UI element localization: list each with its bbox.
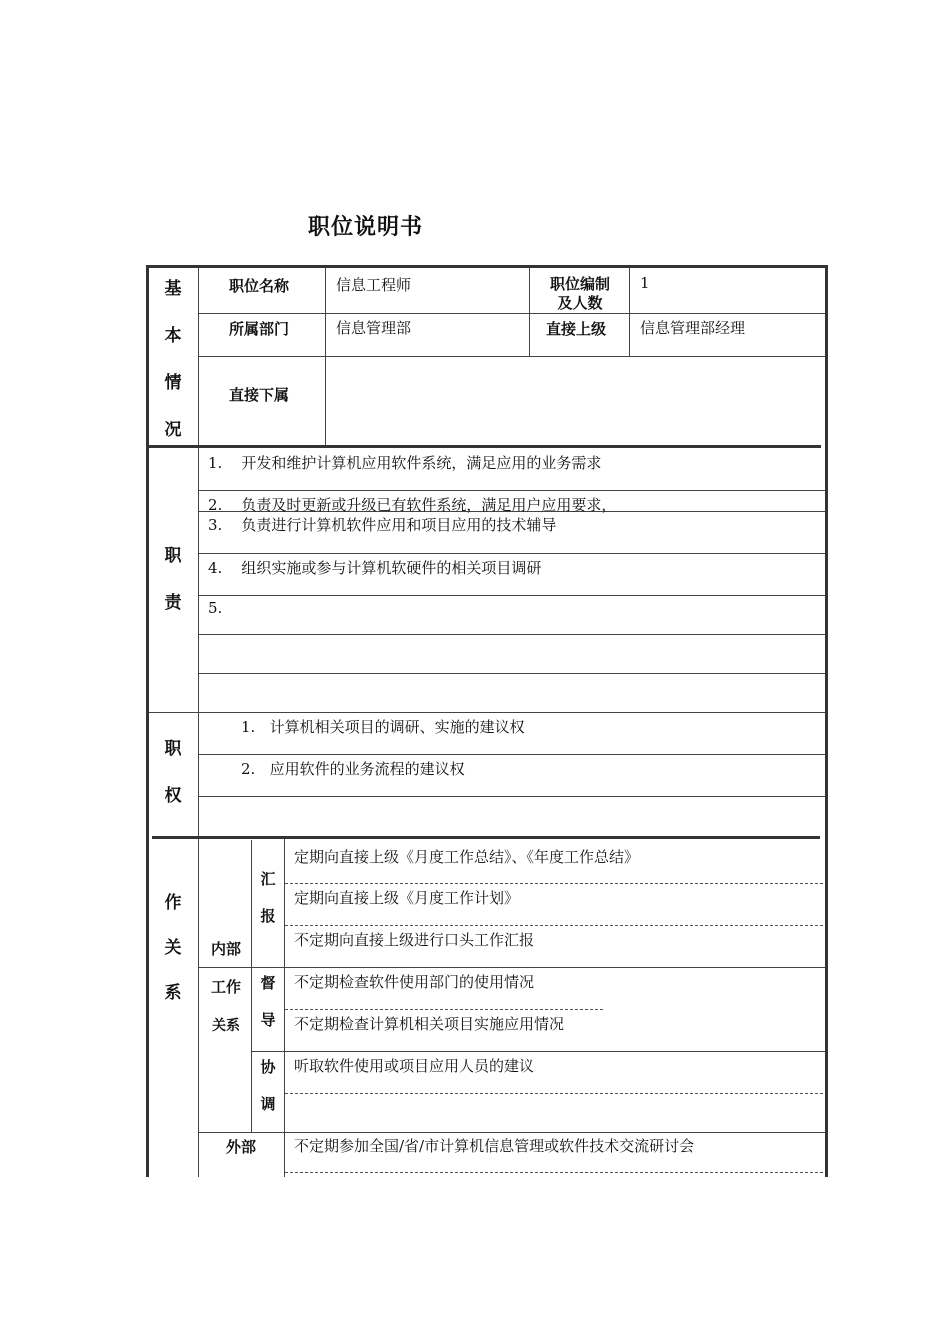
basic-col-divider-1 (325, 268, 326, 446)
authority-item-1: 1. 计算机相关项目的调研、实施的建议权 (241, 718, 525, 736)
section-divider-duties (149, 445, 821, 448)
external-row-line (285, 1172, 823, 1173)
basic-section-label: 基 本 情 况 (164, 279, 182, 440)
duty-item-1: 1. 开发和维护计算机应用软件系统，满足应用的业务需求 (208, 454, 602, 472)
duty-row-line-6 (198, 673, 825, 674)
external-item-1: 不定期参加全国/省/市计算机信息管理或软件技术交流研讨会 (294, 1137, 695, 1155)
duty-row-line-1 (198, 490, 825, 491)
duty-row-line-4 (198, 595, 825, 596)
relation-text-divider (284, 836, 285, 1177)
duty-row-line-3 (198, 553, 825, 554)
authority-section-label: 职 权 (164, 739, 182, 806)
duty-item-5: 5. (208, 599, 223, 617)
authority-row-line-1 (198, 754, 825, 755)
section-divider-relations (152, 836, 820, 839)
duty-item-2: 2. 负责及时更新或升级已有软件系统，满足用户应用要求， (208, 496, 617, 514)
external-relations-label: 外部 (226, 1138, 257, 1156)
basic-row-line-1 (198, 313, 825, 314)
authority-item-2: 2. 应用软件的业务流程的建议权 (241, 760, 465, 778)
duty-row-line-5 (198, 634, 825, 635)
coordinate-item-1: 听取软件使用或项目应用人员的建议 (294, 1057, 535, 1075)
supervise-row-line (285, 1009, 603, 1010)
report-label: 汇 报 (260, 870, 276, 925)
supervise-label: 督 导 (260, 974, 276, 1029)
supervise-group-line (251, 1051, 825, 1052)
headcount-value: 1 (640, 274, 650, 292)
department-value: 信息管理部 (336, 319, 412, 337)
duties-section-label: 职 责 (164, 546, 182, 613)
authority-row-line-2 (198, 796, 825, 797)
internal-relations-label: 内部 工作 关系 (210, 940, 241, 1034)
coordinate-row-line (285, 1093, 823, 1094)
relations-section-label: 作 关 系 (164, 893, 182, 1003)
report-item-2: 定期向直接上级《月度工作计划》 (294, 889, 520, 907)
section-divider-authority (149, 712, 825, 713)
document-title: 职位说明书 (308, 215, 424, 240)
section-label-divider (198, 268, 199, 1177)
report-item-3: 不定期向直接上级进行口头工作汇报 (294, 931, 535, 949)
report-row-line-2 (285, 925, 823, 926)
internal-group-line (198, 1132, 825, 1133)
superior-label: 直接上级 (546, 320, 607, 338)
duty-item-4: 4. 组织实施或参与计算机软硬件的相关项目调研 (208, 559, 542, 577)
position-name-label: 职位名称 (229, 277, 290, 295)
basic-col-divider-2 (529, 268, 530, 356)
supervise-item-1: 不定期检查软件使用部门的使用情况 (294, 973, 535, 991)
superior-value: 信息管理部经理 (640, 319, 746, 337)
report-item-1: 定期向直接上级《月度工作总结》、《年度工作总结》 (294, 848, 640, 866)
basic-row-line-2 (198, 356, 825, 357)
report-group-line (198, 967, 825, 968)
relation-sub-divider (251, 840, 252, 1132)
basic-col-divider-3 (629, 268, 630, 356)
department-label: 所属部门 (229, 320, 290, 338)
position-name-value: 信息工程师 (336, 276, 412, 294)
coordinate-label: 协 调 (260, 1058, 276, 1113)
supervise-item-2: 不定期检查计算机相关项目实施应用情况 (294, 1015, 565, 1033)
report-row-line-1 (285, 883, 823, 884)
subordinate-label: 直接下属 (229, 386, 290, 404)
duty-item-3: 3. 负责进行计算机软件应用和项目应用的技术辅导 (208, 516, 557, 534)
headcount-label: 职位编制 及人数 (549, 275, 610, 312)
